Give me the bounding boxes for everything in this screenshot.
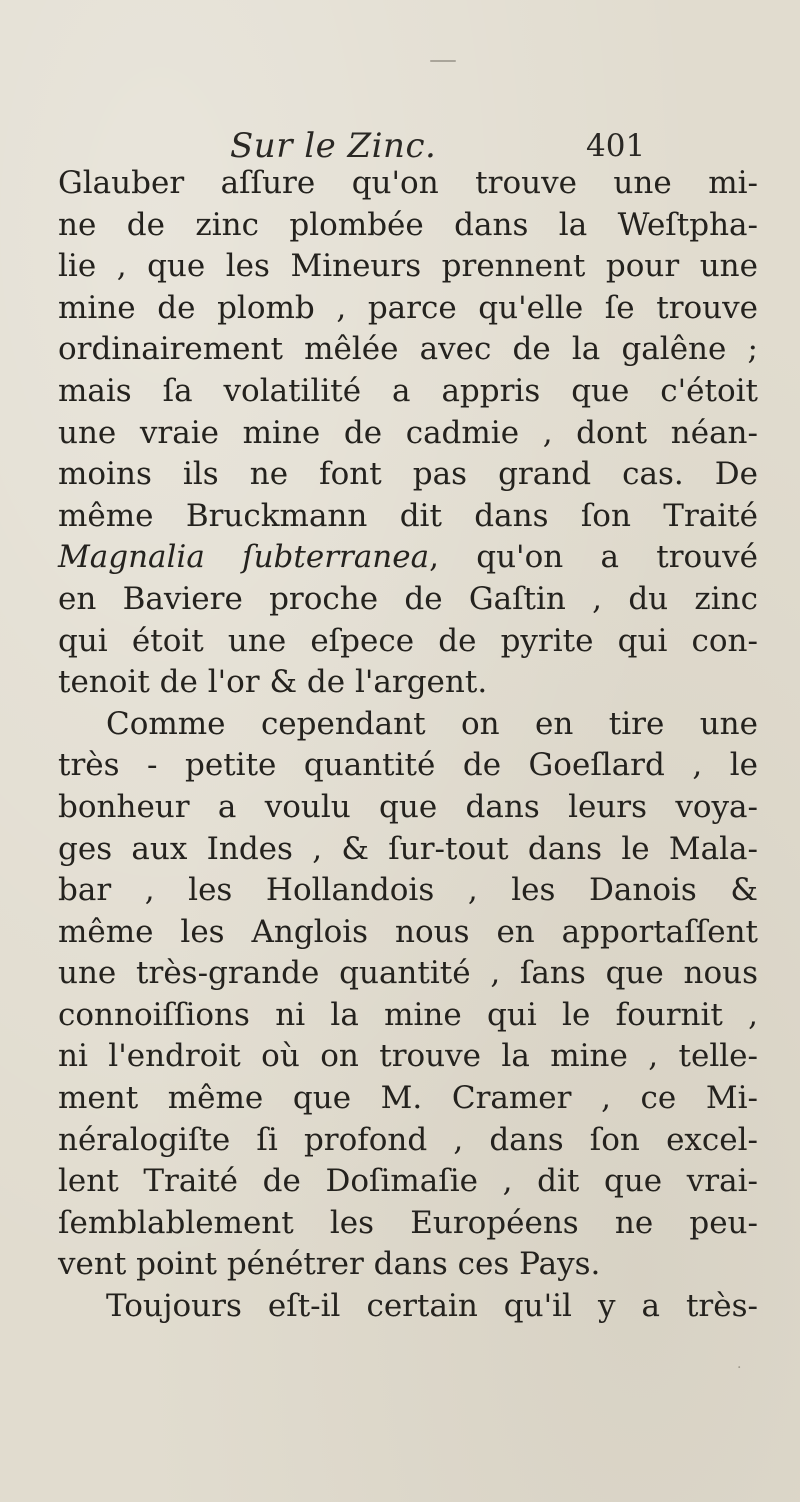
text-fragment: , qu'on a trouvé [429, 539, 758, 576]
text-line: ges aux Indes , & ſur-tout dans le Mala- [58, 830, 758, 867]
text-line: néralogiſte ſi profond , dans ſon excel- [58, 1121, 758, 1158]
paragraph-start-line: Toujours eſt-il certain qu'il y a très- [106, 1288, 758, 1325]
text-line: en Baviere proche de Gaſtin , du zinc [58, 580, 758, 617]
text-line: ſemblablement les Européens ne peu- [58, 1204, 758, 1241]
text-line: ordinairement mêlée avec de la galêne ; [58, 331, 758, 368]
text-line: mais ſa volatilité a appris que c'étoit [58, 372, 758, 409]
text-line: Glauber aſſure qu'on trouve une mi- [58, 165, 758, 201]
text-line: une très-grande quantité , ſans que nous [58, 955, 758, 992]
text-line: même les Anglois nous en apportaſſent [58, 913, 758, 950]
text-line: ment même que M. Cramer , ce Mi- [58, 1080, 758, 1117]
text-line: bar , les Hollandois , les Danois & [58, 872, 758, 909]
text-line: bonheur a voulu que dans leurs voya- [58, 788, 758, 825]
text-line: ne de zinc plombée dans la Weſtpha- [58, 206, 758, 243]
text-line: connoiſſions ni la mine qui le fournit , [58, 996, 758, 1033]
text-line: ni l'endroit où on trouve la mine , telle- [58, 1038, 758, 1075]
margin-speck: · [737, 1360, 742, 1376]
text-line: moins ils ne font pas grand cas. De [58, 456, 758, 493]
text-line: lent Traité de Doſimaſie , dit que vrai- [58, 1163, 758, 1200]
text-line: qui étoit une eſpece de pyrite qui con- [58, 622, 758, 659]
text-line: vent point pénétrer dans ces Pays. [58, 1246, 601, 1283]
text-line-mixed [58, 537, 758, 579]
book-title-italic: Magnalia ſubterranea [58, 539, 430, 576]
page-number: 401 [586, 128, 646, 164]
paragraph-start-line: Comme cependant on en tire une [106, 705, 758, 742]
text-line: même Bruckmann dit dans ſon Traité [58, 497, 758, 534]
body-text [58, 163, 758, 1328]
text-line: une vraie mine de cadmie , dont néan- [58, 414, 758, 451]
text-line: tenoit de l'or & de l'argent. [58, 664, 488, 701]
text-line: très - petite quantité de Goeſlard , le [58, 747, 758, 784]
paper-mark [430, 60, 456, 62]
running-title: Sur le Zinc. [230, 126, 437, 166]
text-line: mine de plomb , parce qu'elle ſe trouve [58, 289, 758, 326]
text-line: lie , que les Mineurs prennent pour une [58, 248, 758, 285]
